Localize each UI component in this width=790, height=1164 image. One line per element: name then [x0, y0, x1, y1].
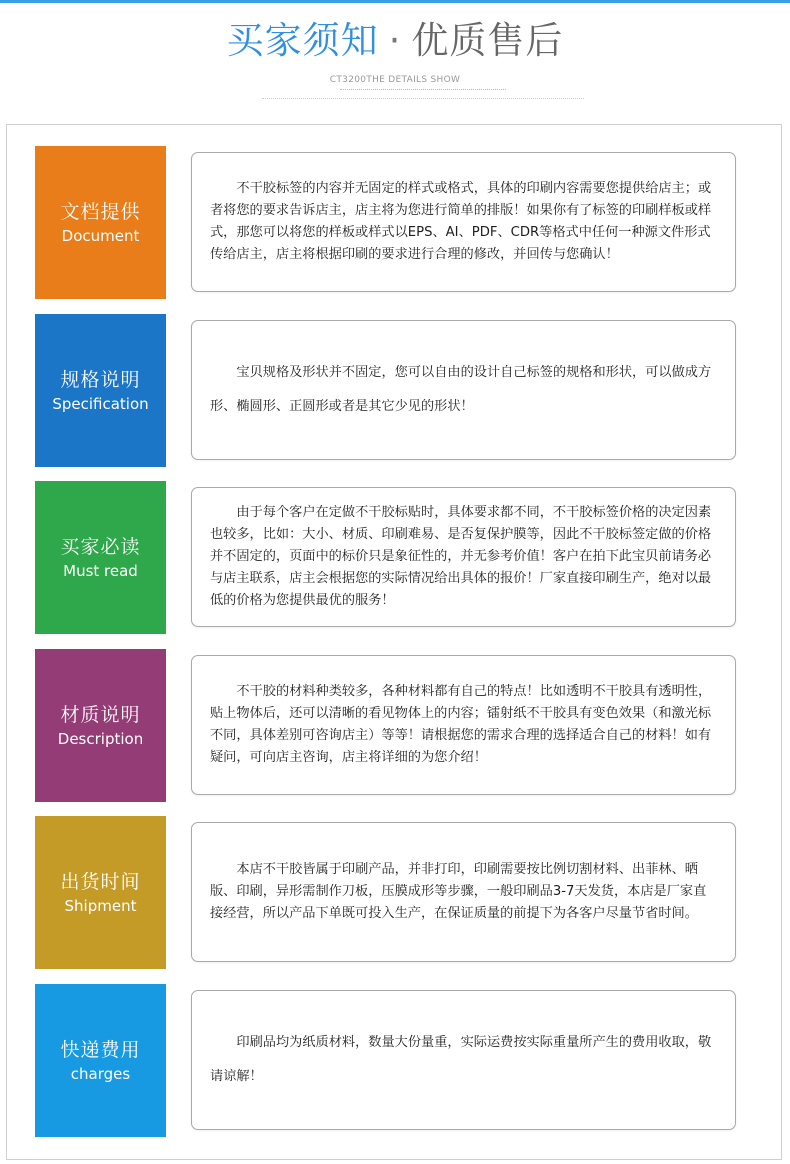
- page-subtitle: CT3200THE DETAILS SHOW: [329, 75, 461, 85]
- section-label-en: Must read: [63, 562, 138, 580]
- section-card: [191, 152, 736, 292]
- section-card: [191, 822, 736, 962]
- section-card: [191, 487, 736, 627]
- section-specification: [0, 314, 790, 469]
- section-label-en: Specification: [52, 395, 149, 413]
- section-card: [191, 990, 736, 1130]
- section-card: [191, 655, 736, 795]
- section-tile-document: [35, 146, 166, 299]
- section-description: [0, 649, 790, 804]
- section-tile-charges: [35, 984, 166, 1137]
- section-label-en: Description: [57, 730, 144, 748]
- section-card: [191, 320, 736, 460]
- section-charges: [0, 984, 790, 1139]
- section-tile-description: [35, 649, 166, 802]
- section-label-en: Document: [61, 227, 140, 245]
- section-label-cn: 出货时间: [60, 871, 141, 893]
- section-document: [0, 146, 790, 301]
- section-text: 印刷品均为纸质材料，数量大份量重，实际运费按实际重量所产生的费用收取，敬请谅解！: [210, 1035, 712, 1084]
- section-text: 本店不干胶皆属于印刷产品，并非打印，印刷需要按比例切割材料、出菲林、晒版、印刷，异形需制作刀板，压膜成形等步骤，一般印刷品3-7天发货，本店是厂家直接经营，所以产品下单既可投入生产，在保证质量的前提下为各客户尽量节省时间。: [210, 862, 707, 921]
- section-label-en: Shipment: [64, 897, 137, 915]
- section-must-read: [0, 481, 790, 636]
- section-label-cn: 规格说明: [60, 369, 141, 391]
- dotted-divider: [340, 89, 506, 90]
- section-label-cn: 文档提供: [60, 201, 141, 223]
- section-text: 由于每个客户在定做不干胶标贴时，具体要求都不同，不干胶标签价格的决定因素也较多，比如：大小、材质、印刷难易、是否复保护膜等，因此不干胶标签定做的价格并不固定的，页面中的标价只是象征性的，并无参考价值！客户在拍下此宝贝前请务必与店主联系，店主会根据您的实际情况给出具体的报价！厂家直接印刷生产，绝对以最低的价格为您提供最优的服务！: [210, 505, 712, 608]
- section-text: 宝贝规格及形状并不固定，您可以自由的设计自己标签的规格和形状，可以做成方形、椭圆形、正圆形或者是其它少见的形状！: [210, 365, 712, 414]
- title-separator: ·: [388, 19, 402, 62]
- section-tile-shipment: [35, 816, 166, 969]
- section-shipment: [0, 816, 790, 971]
- dotted-divider: [262, 98, 584, 99]
- title-sub: 优质售后: [411, 19, 564, 62]
- title-main: 买家须知: [226, 19, 379, 62]
- section-text: 不干胶的材料种类较多，各种材料都有自己的特点！比如透明不干胶具有透明性，贴上物体后，还可以清晰的看见物体上的内容；镭射纸不干胶具有变色效果（和激光标不同，具体差别可咨询店主）等等！请根据您的需求合理的选择适合自己的材料！如有疑问，可向店主咨询，店主将详细的为您介绍！: [210, 684, 712, 765]
- section-text: 不干胶标签的内容并无固定的样式或格式，具体的印刷内容需要您提供给店主；或者将您的要求告诉店主，店主将为您进行简单的排版！如果你有了标签的印刷样板或样式，那您可以将您的样板或样式以EPS、AI、PDF、CDR等格式中任何一种源文件形式传给店主，店主将根据印刷的要求进行合理的修改，并回传与您确认！: [210, 181, 712, 262]
- section-label-cn: 快递费用: [60, 1039, 141, 1061]
- section-label-cn: 买家必读: [60, 536, 141, 558]
- section-label-cn: 材质说明: [60, 704, 141, 726]
- section-tile-specification: [35, 314, 166, 467]
- page-header: [0, 0, 790, 118]
- section-tile-must-read: [35, 481, 166, 634]
- page-title: [0, 18, 790, 64]
- section-label-en: charges: [70, 1065, 131, 1083]
